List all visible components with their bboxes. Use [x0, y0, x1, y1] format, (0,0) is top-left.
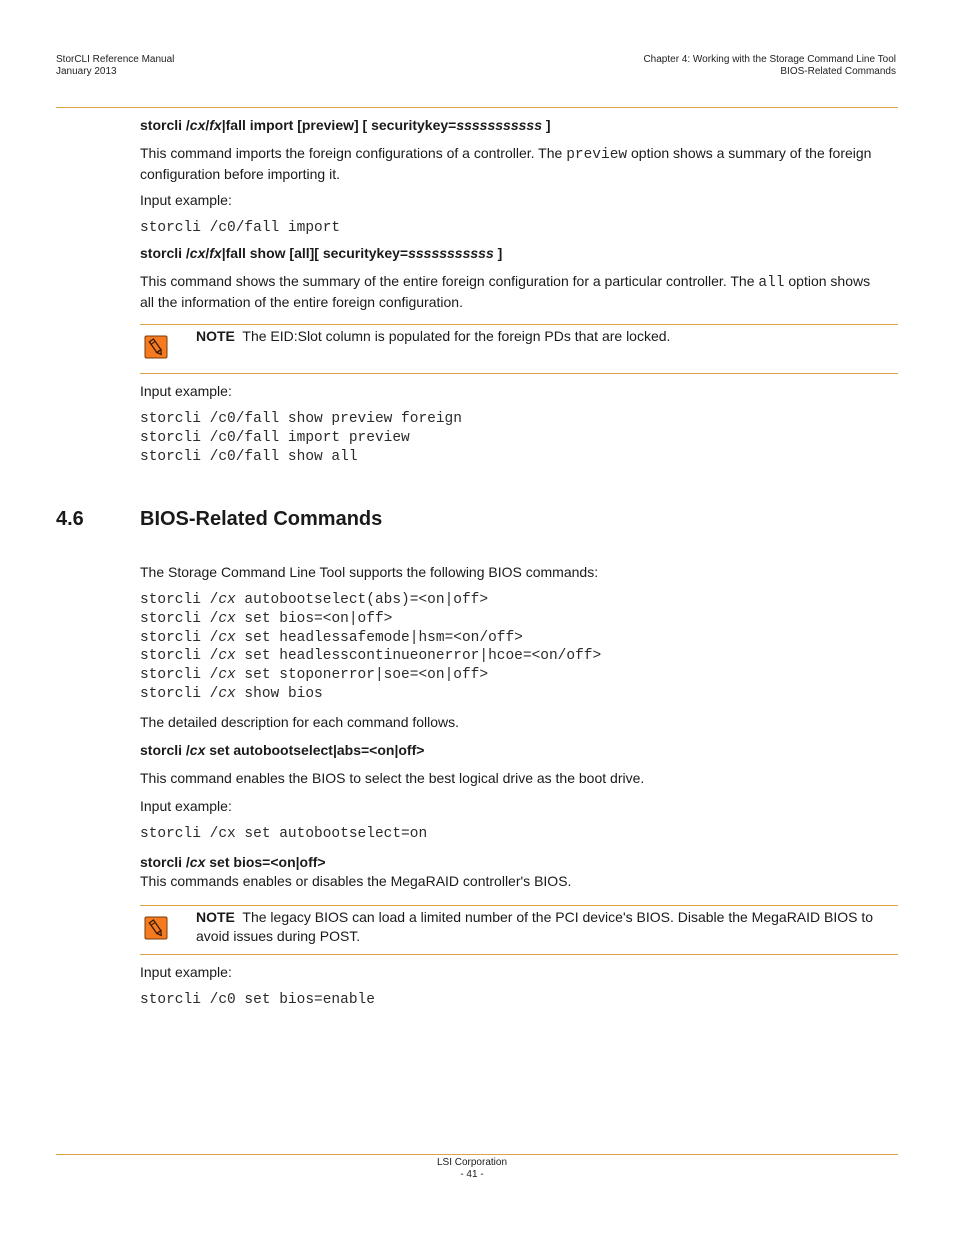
code-line: storcli /c0/fall show all — [140, 448, 358, 465]
pencil-note-icon — [144, 916, 168, 940]
note2-text — [196, 908, 886, 946]
page-number: - 41 - — [460, 1169, 484, 1180]
cmd2-desc-code: all — [758, 275, 785, 291]
cmd2-mid1: / — [205, 245, 210, 261]
code-it: cx — [218, 667, 236, 684]
header-rule — [56, 107, 898, 108]
cmd1-it2: fx — [209, 117, 222, 133]
code-line — [140, 666, 601, 685]
footer — [0, 1157, 944, 1181]
pencil-note-icon — [144, 335, 168, 359]
cmd2-desc-post: option shows all the information of the entire foreign configuration. — [140, 273, 871, 310]
note1-body: The EID:Slot column is populated for the foreign PDs that are locked. — [242, 328, 671, 344]
input-example-2-label: Input example: — [140, 383, 232, 399]
cmd2-post: ] — [493, 245, 503, 261]
cmd4-heading — [140, 853, 326, 872]
code-post: set stoponerror|soe=<on|off> — [235, 667, 489, 684]
cmd1-desc-code: preview — [566, 147, 628, 163]
cmd2-description — [140, 272, 880, 312]
cmd1-heading — [140, 116, 551, 135]
code-pre: storcli / — [140, 610, 219, 627]
cmd3-post: set autobootselect|abs=<on|off> — [205, 742, 425, 758]
cmd3-example: storcli /cx set autobootselect=on — [140, 826, 428, 842]
code-line — [140, 629, 601, 648]
cmd1-desc-post: option shows a summary of the foreign configuration before importing it. — [140, 145, 872, 182]
cmd4-example: storcli /c0 set bios=enable — [140, 992, 375, 1008]
cmd1-input-label: Input example: — [140, 192, 232, 208]
code-line — [140, 647, 601, 666]
footer-rule — [56, 1154, 898, 1155]
section-running-head: BIOS-Related Commands — [780, 66, 896, 77]
footer-company: LSI Corporation — [436, 1157, 508, 1168]
code-it: cx — [218, 610, 236, 627]
code-post: set headlessafemode|hsm=<on/off> — [235, 629, 523, 646]
cmd4-it: cx — [189, 854, 206, 870]
cmd4-input-label: Input example: — [140, 964, 232, 980]
code-it: cx — [218, 648, 236, 665]
cmd2-it1: cx — [189, 245, 206, 261]
cmd1-description — [140, 144, 880, 184]
cmd1-example: storcli /c0/fall import — [140, 220, 341, 236]
code-it: cx — [218, 685, 236, 702]
cmd2-desc-pre: This command shows the summary of the entire foreign configuration for a particular controller. The — [140, 273, 759, 289]
cmd1-mid1: / — [205, 117, 210, 133]
cmd3-heading — [140, 741, 424, 760]
code-line — [140, 591, 601, 610]
cmd3-input-label: Input example: — [140, 798, 232, 814]
code-post: show bios — [235, 685, 323, 702]
code-post: set headlesscontinueonerror|hcoe=<on/off> — [235, 648, 602, 665]
cmd2-pre: storcli / — [140, 245, 190, 261]
header-right — [643, 54, 896, 78]
chapter-title: Chapter 4: Working with the Storage Command Line Tool — [643, 54, 896, 65]
note2-body: The legacy BIOS can load a limited number of the PCI device's BIOS. Disable the MegaRAID BIOS to avoid issues during POST. — [196, 909, 874, 944]
cmd3-description: This command enables the BIOS to select the best logical drive as the boot drive. — [140, 770, 645, 786]
cmd4-description: This commands enables or disables the MegaRAID controller's BIOS. — [140, 873, 572, 889]
code-line: storcli /c0/fall import preview — [140, 429, 410, 446]
code-it: cx — [218, 629, 236, 646]
code-post: autobootselect(abs)=<on|off> — [235, 592, 489, 608]
manual-title: StorCLI Reference Manual — [56, 54, 175, 65]
detail-note: The detailed description for each command follows. — [140, 714, 460, 730]
code-pre: storcli / — [140, 685, 219, 702]
cmd1-post: ] — [541, 117, 551, 133]
manual-date: January 2013 — [56, 66, 117, 77]
cmd4-pre: storcli / — [140, 854, 190, 870]
note1-label: NOTE — [196, 328, 235, 344]
code-line: storcli /c0/fall show preview foreign — [140, 411, 462, 427]
section-number: 4.6 — [56, 508, 84, 530]
cmd2-mid2: |fall show [all][ securitykey= — [221, 245, 409, 261]
bios-command-list — [140, 591, 601, 704]
cmd1-it1: cx — [189, 117, 206, 133]
section-title: BIOS-Related Commands — [140, 508, 383, 530]
note1-text — [196, 327, 886, 346]
input-example-2-code — [140, 410, 462, 466]
section-intro: The Storage Command Line Tool supports the following BIOS commands: — [140, 564, 599, 580]
code-post: set bios=<on|off> — [235, 610, 393, 627]
code-pre: storcli / — [140, 648, 219, 665]
code-pre: storcli / — [140, 592, 219, 608]
cmd2-heading — [140, 244, 502, 263]
cmd1-it3: sssssssssss — [456, 117, 542, 133]
code-pre: storcli / — [140, 629, 219, 646]
cmd2-it2: fx — [209, 245, 222, 261]
code-line — [140, 610, 601, 629]
note2-label: NOTE — [196, 909, 235, 925]
cmd1-desc-pre: This command imports the foreign configurations of a controller. The — [140, 145, 567, 161]
cmd3-pre: storcli / — [140, 742, 190, 758]
code-line — [140, 685, 601, 704]
cmd1-pre: storcli / — [140, 117, 190, 133]
cmd4-post: set bios=<on|off> — [205, 854, 326, 870]
code-it: cx — [218, 592, 236, 608]
cmd1-mid2: |fall import [preview] [ securitykey= — [221, 117, 457, 133]
header-left — [56, 54, 174, 78]
cmd3-it: cx — [189, 742, 206, 758]
cmd2-it3: sssssssssss — [408, 245, 494, 261]
code-pre: storcli / — [140, 667, 219, 684]
